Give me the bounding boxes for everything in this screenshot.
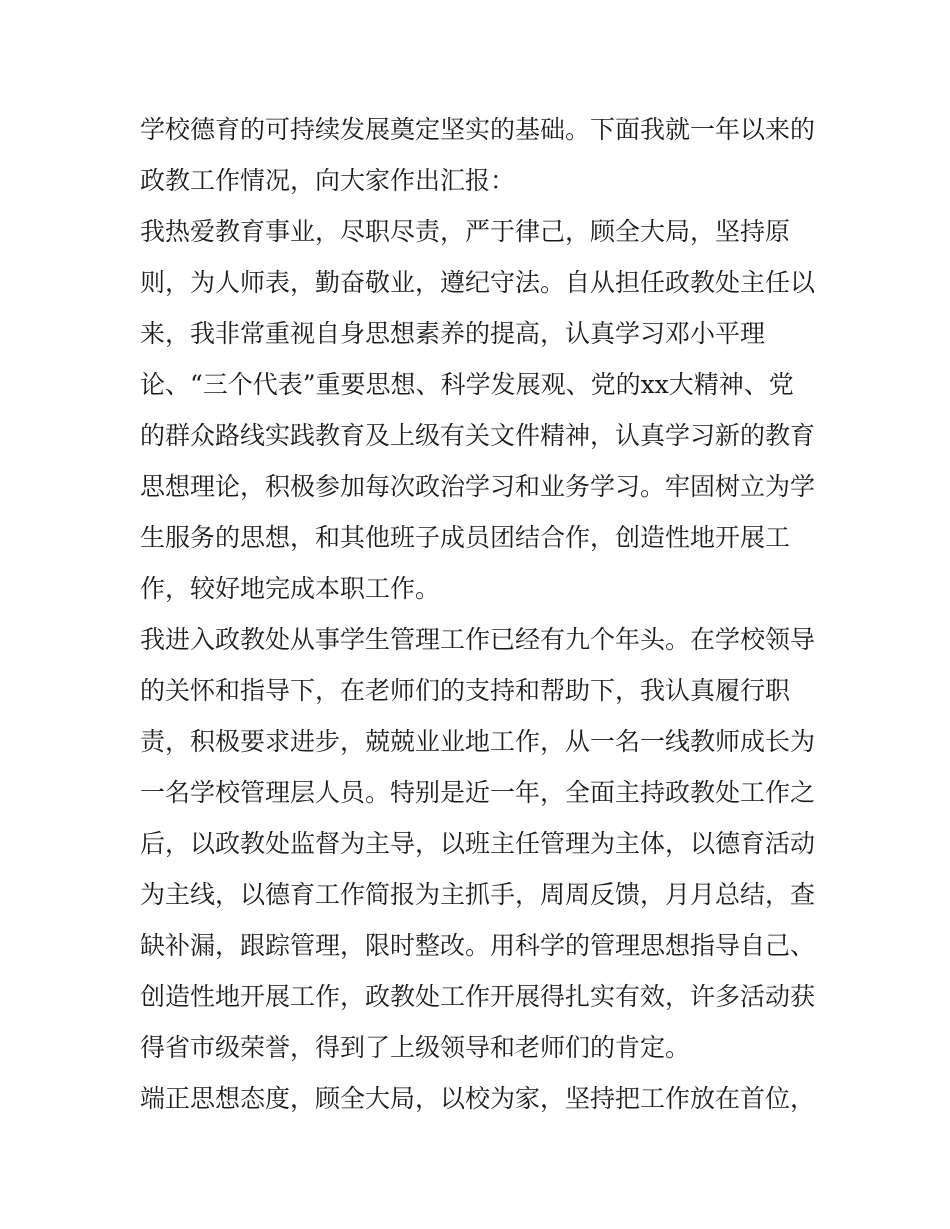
- text-line: 的群众路线实践教育及上级有关文件精神，认真学习新的教育: [140, 421, 816, 450]
- text-line: 我进入政教处从事学生管理工作已经有九个年头。在学校领导: [140, 625, 816, 654]
- text-line: 后，以政教处监督为主导，以班主任管理为主体，以德育活动: [140, 829, 816, 858]
- text-line: 论、“三个代表”重要思想、科学发展观、党的xx大精神、党: [140, 370, 794, 399]
- text-line: 一名学校管理层人员。特别是近一年，全面主持政教处工作之: [140, 778, 816, 807]
- text-line: 学校德育的可持续发展奠定坚实的基础。下面我就一年以来的: [140, 115, 816, 144]
- text-line: 政教工作情况，向大家作出汇报：: [140, 166, 516, 195]
- text-line: 创造性地开展工作，政教处工作开展得扎实有效，许多活动获: [140, 982, 816, 1011]
- text-line: 的关怀和指导下，在老师们的支持和帮助下，我认真履行职: [140, 676, 791, 705]
- text-line: 生服务的思想，和其他班子成员团结合作，创造性地开展工: [140, 523, 791, 552]
- text-line: 则，为人师表，勤奋敬业，遵纪守法。自从担任政教处主任以: [140, 268, 816, 297]
- text-line: 思想理论，积极参加每次政治学习和业务学习。牢固树立为学: [140, 472, 816, 501]
- text-line: 缺补漏，跟踪管理，限时整改。用科学的管理思想指导自己、: [140, 931, 816, 960]
- text-line: 来，我非常重视自身思想素养的提高，认真学习邓小平理: [140, 319, 766, 348]
- document-body: [140, 104, 830, 1124]
- text-line: 得省市级荣誉，得到了上级领导和老师们的肯定。: [140, 1033, 691, 1062]
- text-line: 为主线，以德育工作简报为主抓手，周周反馈，月月总结，查: [140, 880, 816, 909]
- text-line: 责，积极要求进步，兢兢业业地工作，从一名一线教师成长为: [140, 727, 816, 756]
- text-line: 我热爱教育事业，尽职尽责，严于律己，顾全大局，坚持原: [140, 217, 791, 246]
- text-line: 作，较好地完成本职工作。: [140, 574, 441, 603]
- text-line: 端正思想态度，顾全大局，以校为家，坚持把工作放在首位，: [140, 1084, 816, 1113]
